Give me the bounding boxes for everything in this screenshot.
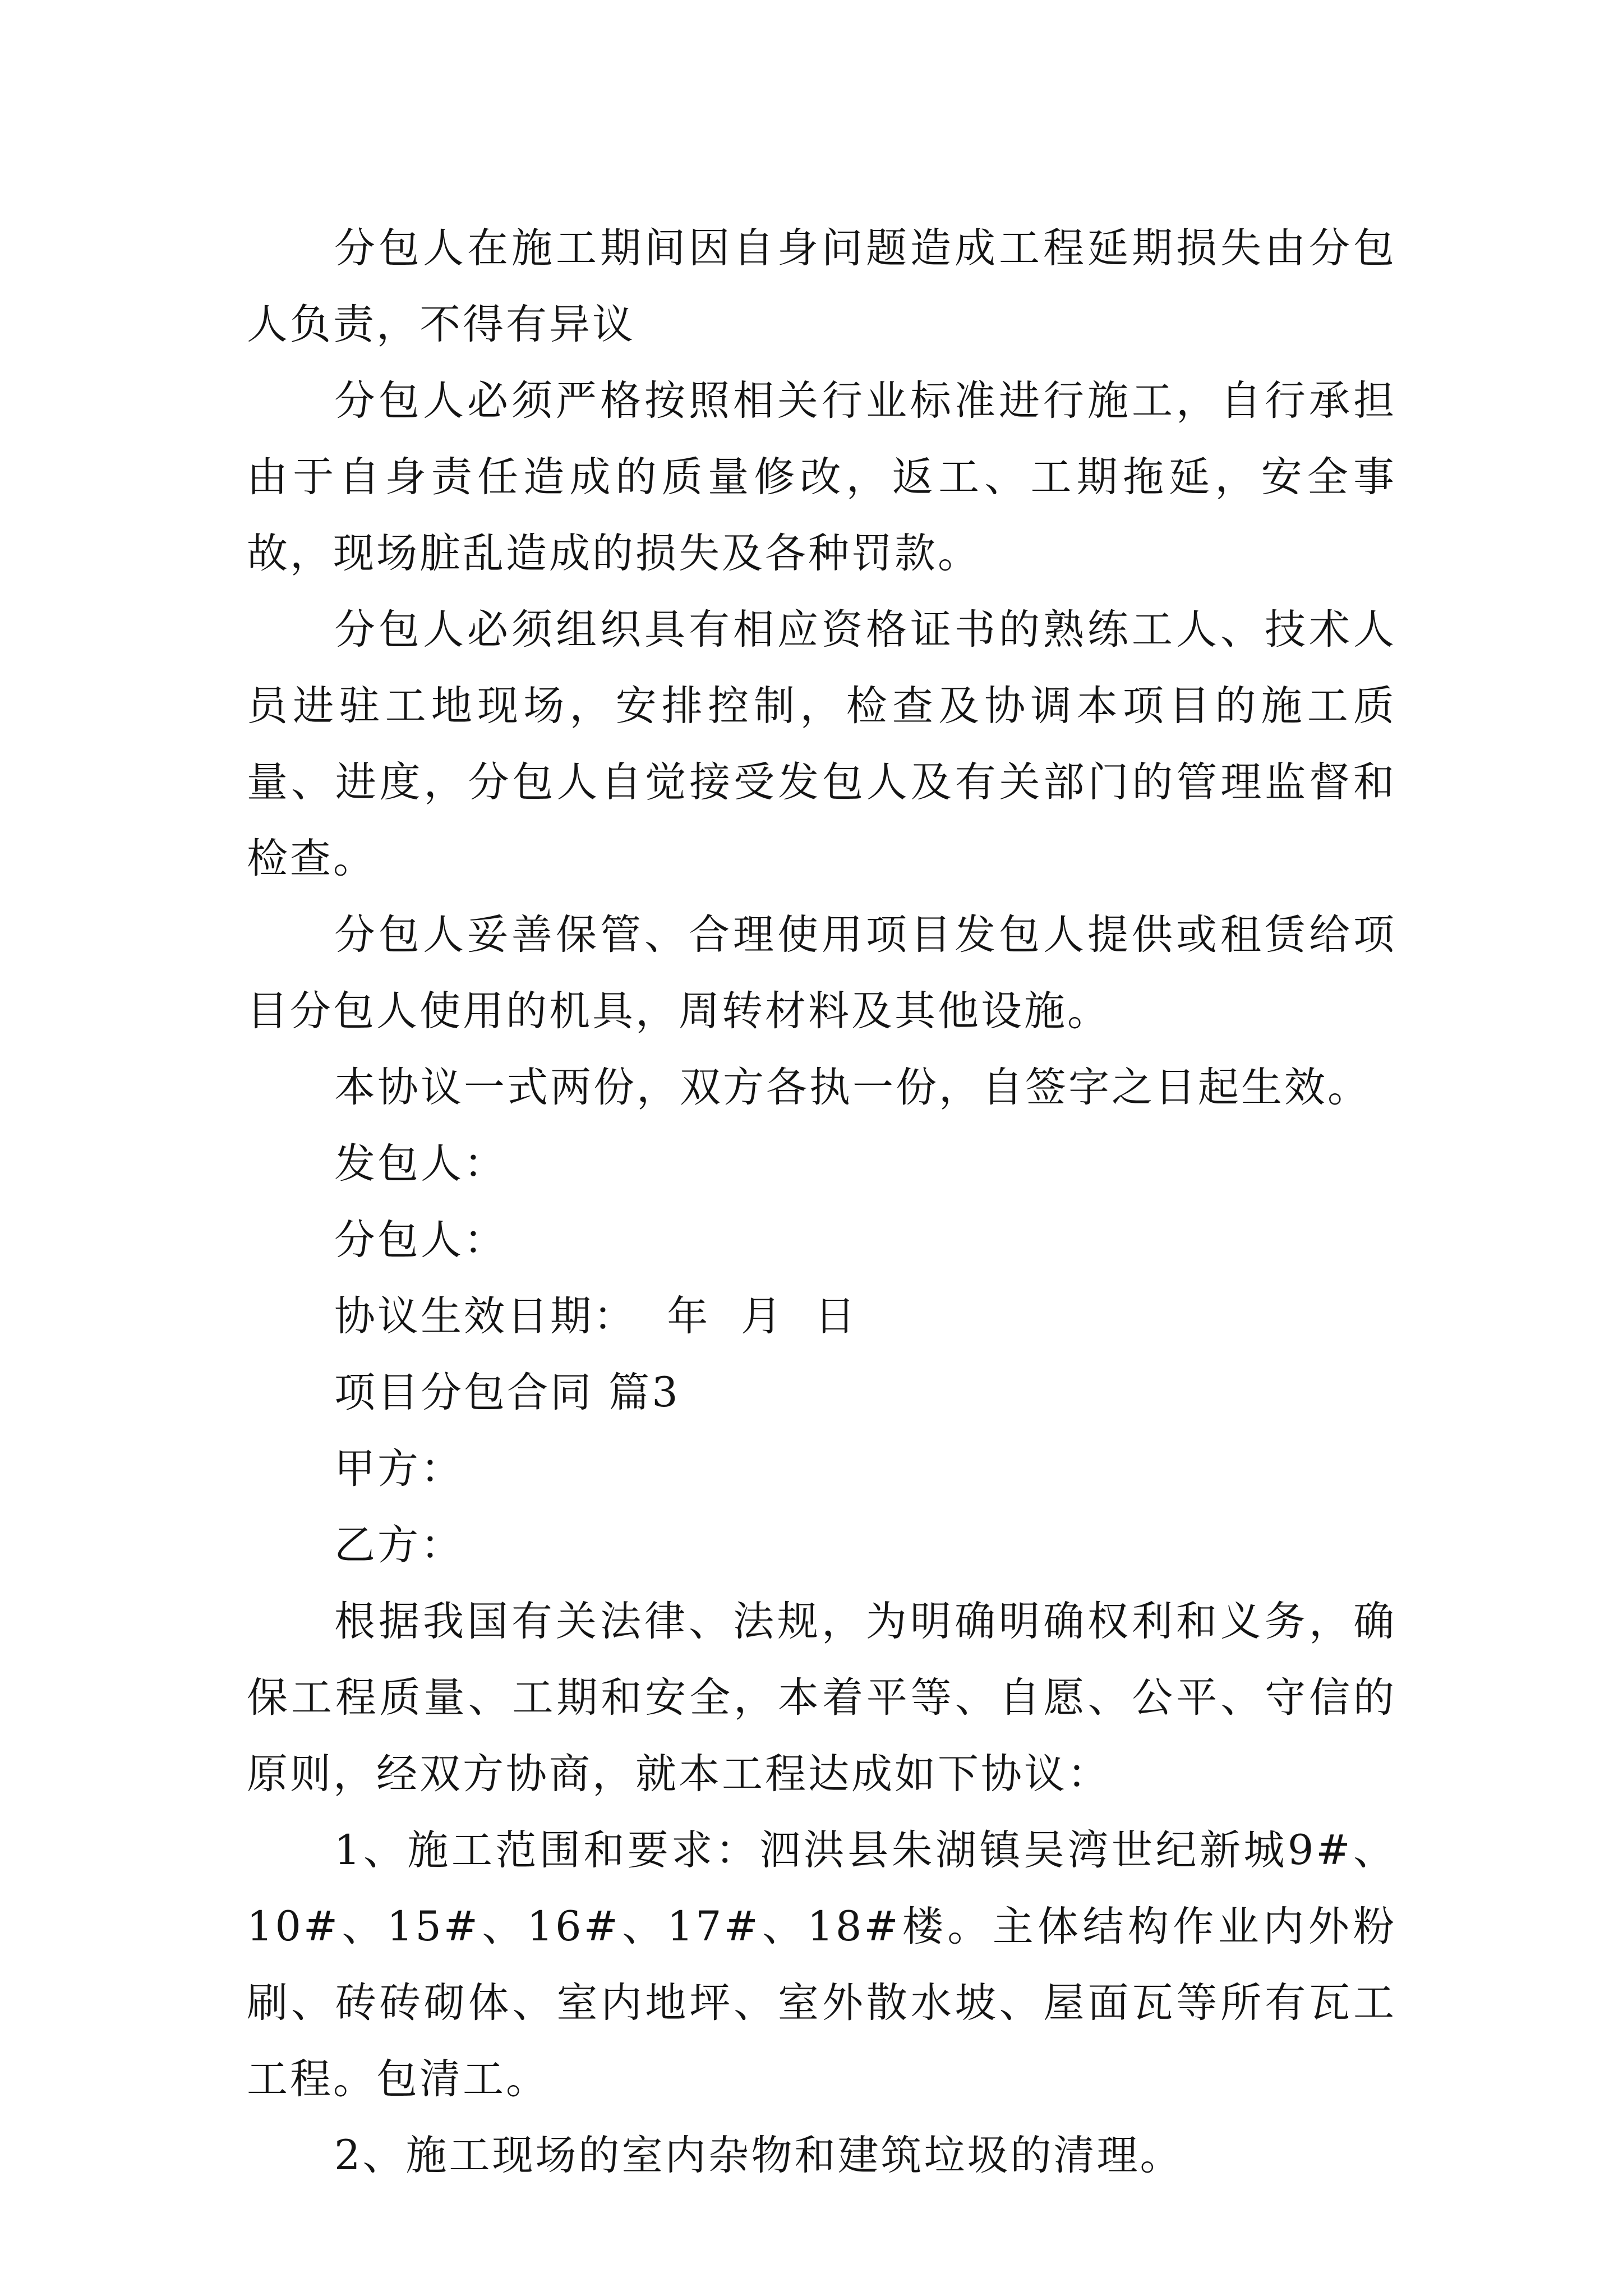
clause-standards-compliance: 分包人必须严格按照相关行业标准进行施工，自行承担由于自身责任造成的质量修改，返工、工期拖延，安全事故，现场脏乱造成的损失及各种罚款。 — [247, 377, 1396, 577]
signature-subcontractor: 分包人： — [334, 1216, 507, 1264]
clause-qualified-workers: 分包人必须组织具有相应资格证书的熟练工人、技术人员进驻工地现场，安排控制，检查及协调本项目的施工质量、进度，分包人自觉接受发包人及有关部门的管理监督和检查。 — [247, 606, 1396, 882]
party-b: 乙方： — [334, 1521, 464, 1569]
document-body — [247, 210, 1396, 2194]
signature-employer: 发包人： — [334, 1140, 507, 1188]
party-a: 甲方： — [334, 1445, 464, 1493]
clause-scope: 1、施工范围和要求：泗洪县朱湖镇吴湾世纪新城9#、10#、15#、16#、17#、18#楼。主体结构作业内外粉刷、砖砖砌体、室内地坪、室外散水坡、屋面瓦等所有瓦工工程。包清工。 — [247, 1826, 1396, 2103]
preamble-paragraph: 根据我国有关法律、法规，为明确明确权利和义务，确保工程质量、工期和安全，本着平等、自愿、公平、守信的原则，经双方协商，就本工程达成如下协议： — [247, 1598, 1396, 1798]
clause-copies-effective: 本协议一式两份，双方各执一份，自签字之日起生效。 — [334, 1064, 1371, 1111]
contract-title: 项目分包合同 篇3 — [334, 1369, 680, 1416]
clause-delay-responsibility: 分包人在施工期间因自身问题造成工程延期损失由分包人负责，不得有异议 — [247, 224, 1396, 348]
effective-date-line: 协议生效日期： 年 月 日 — [334, 1292, 858, 1340]
clause-cleanup: 2、施工现场的室内杂物和建筑垃圾的清理。 — [334, 2132, 1183, 2179]
clause-equipment-care: 分包人妥善保管、合理使用项目发包人提供或租赁给项目分包人使用的机具，周转材料及其他设施。 — [247, 911, 1396, 1035]
